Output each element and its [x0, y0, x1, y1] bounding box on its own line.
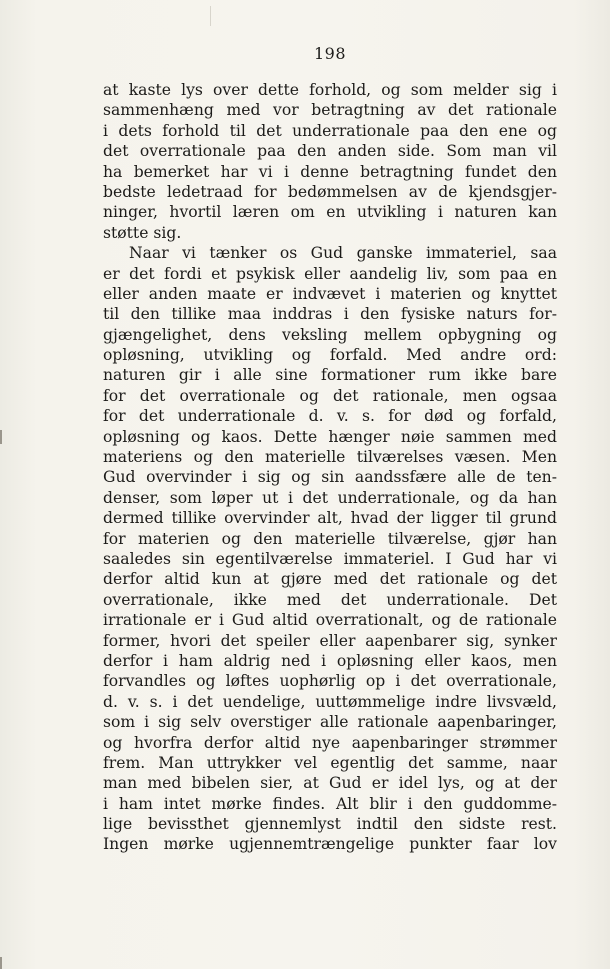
text-line: i dets forhold til det underrationale paa den ene og: [103, 121, 557, 140]
text-line: i ham intet mørke findes. Alt blir i den guddomme-: [103, 794, 557, 813]
text-line: derfor i ham aldrig ned i opløsning eller kaos, men: [103, 651, 557, 670]
page-number: 198: [313, 44, 347, 63]
text-line: ha bemerket har vi i denne betragtning fundet den: [103, 162, 557, 181]
text-line: d. v. s. i det uendelige, uuttømmelige indre livsvæld,: [103, 692, 557, 711]
text-line: støtte sig.: [103, 223, 182, 242]
text-line: saaledes sin egentilværelse immateriel. I Gud har vi: [103, 549, 557, 568]
text-line: det overrationale paa den anden side. Som man vil: [103, 142, 557, 161]
text-line: for det overrationale og det rationale, men ogsaa: [103, 386, 557, 405]
text-line: opløsning, utvikling og forfald. Med andre ord:: [103, 346, 557, 365]
text-line: frem. Man uttrykker vel egentlig det samme, naar: [103, 753, 557, 772]
text-line: for materien og den materielle tilværelse, gjør han: [103, 529, 557, 548]
text-line: til den tillike maa inddras i den fysiske naturs for-: [103, 305, 557, 324]
text-line: ninger, hvortil læren om en utvikling i naturen kan: [103, 203, 557, 222]
text-line: denser, som løper ut i det underrationale, og da han: [103, 488, 557, 507]
text-line: bedste ledetraad for bedømmelsen av de kjendsgjer-: [103, 182, 557, 201]
text-line: forvandles og løftes uophørlig op i det overrationale,: [103, 672, 557, 691]
text-line: lige bevissthet gjennemlyst indtil den sidste rest.: [103, 815, 557, 834]
text-line: opløsning og kaos. Dette hænger nøie sammen med: [103, 427, 557, 446]
text-line: eller anden maate er indvævet i materien og knyttet: [103, 284, 557, 303]
text-line: for det underrationale d. v. s. for død og forfald,: [103, 407, 557, 426]
text-line: og hvorfra derfor altid nye aapenbaringer strømmer: [103, 733, 557, 752]
body-text: [103, 80, 557, 855]
text-line: sammenhæng med vor betragtning av det rationale: [103, 101, 557, 120]
text-line: Gud overvinder i sig og sin aandssfære alle de ten-: [103, 468, 557, 487]
text-line: Ingen mørke ugjennemtrængelige punkter faar lov: [103, 835, 557, 854]
text-line: materiens og den materielle tilværelses væsen. Men: [103, 448, 557, 467]
text-line: som i sig selv overstiger alle rationale aapenbaringer,: [103, 713, 557, 732]
text-line: naturen gir i alle sine formationer rum ikke bare: [103, 366, 557, 385]
text-line: former, hvori det speiler eller aapenbarer sig, synker: [103, 631, 557, 650]
margin-mark: [0, 430, 2, 444]
text-line: man med bibelen sier, at Gud er idel lys, og at der: [103, 774, 557, 793]
text-line: Naar vi tænker os Gud ganske immateriel, saa: [129, 244, 557, 263]
text-line: er det fordi et psykisk eller aandelig liv, som paa en: [103, 264, 557, 283]
text-line: irrationale er i Gud altid overrationalt, og de rationale: [103, 611, 557, 630]
text-line: overrationale, ikke med det underrationale. Det: [103, 590, 557, 609]
scan-artifact: [210, 6, 211, 26]
text-line: dermed tillike overvinder alt, hvad der ligger til grund: [103, 509, 557, 528]
margin-mark: [0, 957, 2, 969]
text-line: gjængelighet, dens veksling mellem opbygning og: [103, 325, 557, 344]
text-line: derfor altid kun at gjøre med det rationale og det: [103, 570, 557, 589]
text-line: at kaste lys over dette forhold, og som melder sig i: [103, 81, 557, 99]
